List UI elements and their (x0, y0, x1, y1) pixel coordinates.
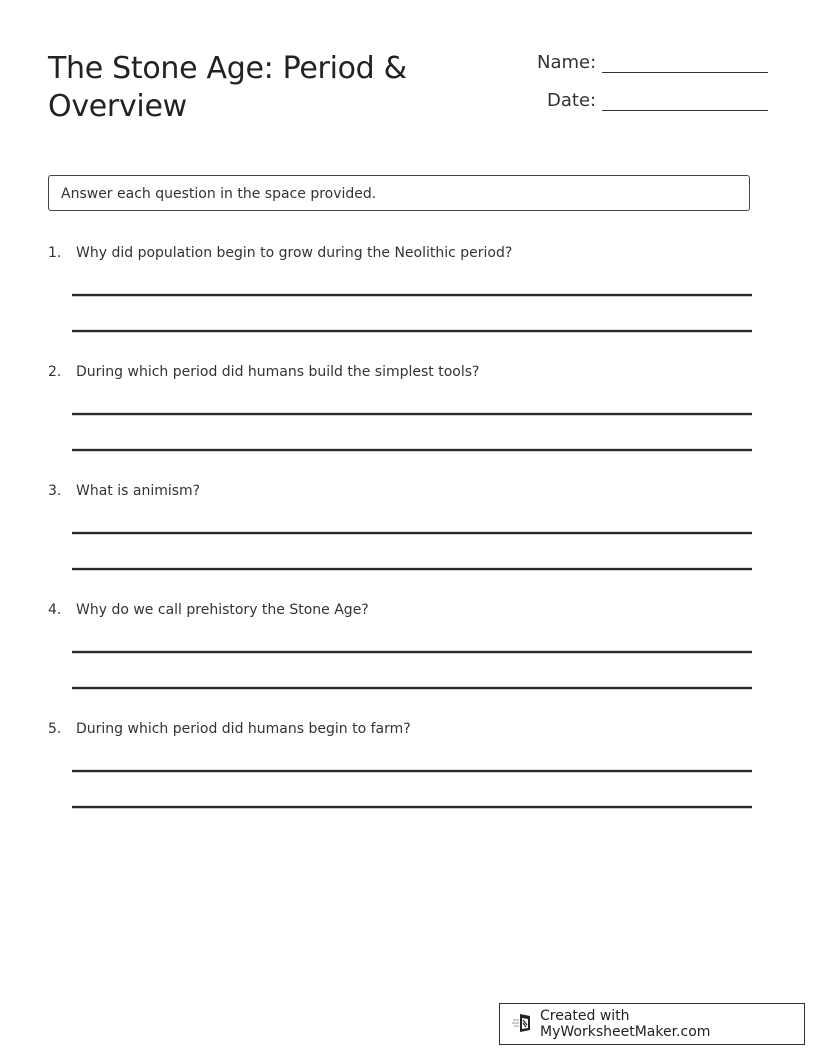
answer-line[interactable] (72, 294, 752, 296)
date-input-line[interactable] (602, 94, 768, 111)
answer-line[interactable] (72, 330, 752, 332)
question-text: During which period did humans build the simplest tools? (76, 364, 480, 380)
answer-line[interactable] (72, 651, 752, 653)
date-label: Date: (547, 90, 597, 111)
answer-line[interactable] (72, 568, 752, 570)
question-2 (48, 362, 752, 382)
question-number: 5. (48, 721, 62, 737)
question-5 (48, 719, 752, 739)
answer-line[interactable] (72, 413, 752, 415)
answer-line[interactable] (72, 532, 752, 534)
name-field (537, 52, 768, 73)
question-text: Why did population begin to grow during the Neolithic period? (76, 245, 513, 261)
question-3 (48, 481, 752, 501)
question-1 (48, 243, 752, 263)
question-text: What is animism? (76, 483, 201, 499)
instructions-box: Answer each question in the space provided. (48, 175, 750, 211)
name-label: Name: (537, 52, 597, 73)
name-input-line[interactable] (602, 56, 768, 73)
answer-line[interactable] (72, 449, 752, 451)
date-field (547, 90, 768, 111)
question-number: 2. (48, 364, 62, 380)
footer-text: Created with MyWorksheetMaker.com (540, 1008, 711, 1040)
answer-line[interactable] (72, 806, 752, 808)
page-title: The Stone Age: Period & Overview (48, 51, 407, 124)
question-number: 1. (48, 245, 62, 261)
question-number: 4. (48, 602, 62, 618)
footer-credit[interactable] (499, 1003, 805, 1045)
question-text: Why do we call prehistory the Stone Age? (76, 602, 369, 618)
answer-line[interactable] (72, 770, 752, 772)
question-number: 3. (48, 483, 62, 499)
answer-line[interactable] (72, 687, 752, 689)
question-4 (48, 600, 752, 620)
worksheet-logo-icon (512, 1011, 540, 1037)
question-text: During which period did humans begin to farm? (76, 721, 411, 737)
